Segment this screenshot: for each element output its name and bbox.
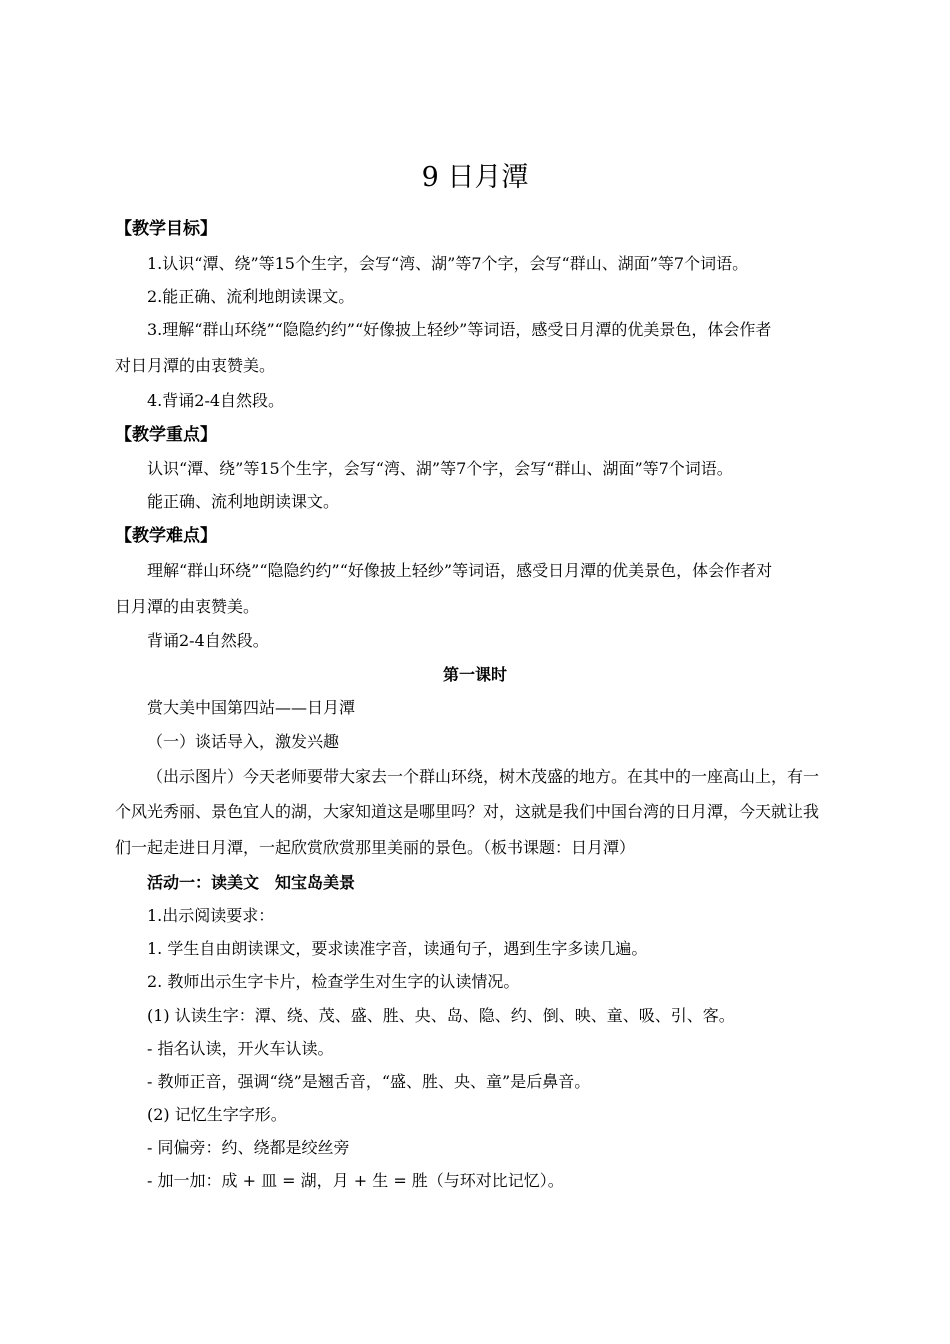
activity-line: (1) 认读生字：潭、绕、茂、盛、胜、央、岛、隐、约、倒、映、童、吸、引、客。 (147, 1006, 735, 1025)
difficulty-item-continued: 日月潭的由衷赞美。 (115, 597, 260, 616)
goal-item: 1.认识“潭、绕”等15个生字，会写“湾、湖”等7个字，会写“群山、湖面”等7个词语。 (147, 254, 749, 273)
goal-item: 2.能正确、流利地朗读课文。 (147, 287, 355, 306)
lesson-line: 赏大美中国第四站——日月潭 (147, 698, 356, 717)
key-point: 认识“潭、绕”等15个生字，会写“湾、湖”等7个字，会写“群山、湖面”等7个词语。 (147, 459, 733, 478)
activity-line: - 加一加：成 + 皿 = 湖，月 + 生 = 胜（与环对比记忆）。 (147, 1171, 564, 1190)
activity-line: 1. 学生自由朗读课文，要求读准字音，读通句子，遇到生字多读几遍。 (147, 939, 648, 958)
activity-line: - 教师正音，强调“绕”是翘舌音，“盛、胜、央、童”是后鼻音。 (147, 1072, 591, 1091)
goals-header: 【教学目标】 (115, 219, 217, 239)
difficulty-item: 理解“群山环绕”“隐隐约约”“好像披上轻纱”等词语，感受日月潭的优美景色，体会作者对 (147, 561, 773, 580)
activity-line: (2) 记忆生字字形。 (147, 1105, 287, 1124)
goal-item: 4.背诵2-4自然段。 (147, 391, 285, 410)
activity-title: 活动一：读美文 知宝岛美景 (147, 873, 356, 892)
goal-item: 3.理解“群山环绕”“隐隐约约”“好像披上轻纱”等词语，感受日月潭的优美景色，体会作者 (147, 320, 772, 339)
key-point: 能正确、流利地朗读课文。 (147, 492, 340, 511)
lesson-paragraph-line: 个风光秀丽、景色宜人的湖，大家知道这是哪里吗？对，这就是我们中国台湾的日月潭，今天就让我 (115, 802, 820, 821)
lesson-line: （一）谈话导入，激发兴趣 (147, 732, 340, 751)
key-points-header: 【教学重点】 (115, 425, 217, 445)
activity-line: - 指名认读，开火车认读。 (147, 1039, 334, 1058)
activity-line: 2. 教师出示生字卡片，检查学生对生字的认读情况。 (147, 972, 520, 991)
activity-line: - 同偏旁：约、绕都是绞丝旁 (147, 1138, 350, 1157)
lesson-paragraph-line: （出示图片）今天老师要带大家去一个群山环绕，树木茂盛的地方。在其中的一座高山上，有一 (147, 767, 820, 786)
page-title: 9 日月潭 (421, 162, 529, 193)
lesson-title: 第一课时 (442, 665, 507, 684)
goal-item-continued: 对日月潭的由衷赞美。 (115, 356, 276, 375)
lesson-paragraph-line: 们一起走进日月潭，一起欣赏欣赏那里美丽的景色。（板书课题：日月潭） (115, 838, 636, 857)
difficulty-item: 背诵2-4自然段。 (147, 631, 269, 650)
activity-line: 1.出示阅读要求： (147, 906, 275, 925)
difficulty-header: 【教学难点】 (115, 526, 217, 546)
